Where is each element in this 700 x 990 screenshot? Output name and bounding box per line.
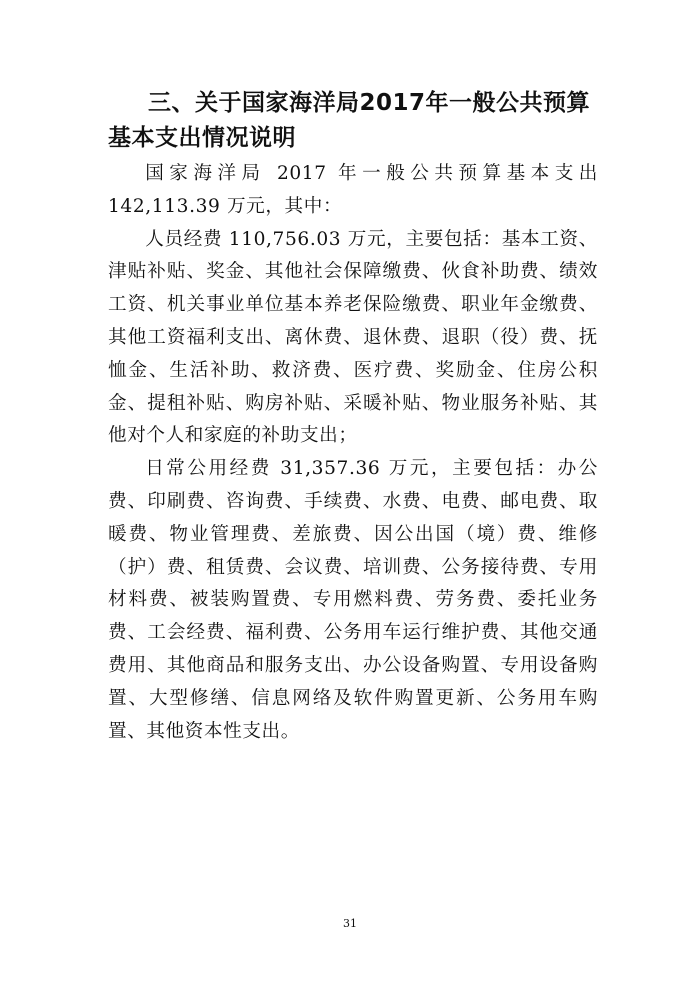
page-number: 31 [343,917,357,930]
paragraph-total: 国家海洋局 2017 年一般公共预算基本支出 142,113.39 万元，其中： [108,163,598,217]
paragraph-public-expenses: 日常公用经费 31,357.36 万元，主要包括：办公费、印刷费、咨询费、手续费、水费、电费、邮电费、取暖费、物业管理费、差旅费、因公出国（境）费、维修（护）费、租赁费、会议费、培训费、公务接待费、专用材料费、被装购置费、专用燃料费、劳务费、委托业务费、工会经费、福利费、公务用车运行维护费、其他交通费用、其他商品和服务支出、办公设备购置、专用设备购置、大型修缮、信息网络及软件购置更新、公务用车购置、其他资本性支出。 [108,458,598,742]
section-title: 三、关于国家海洋局2017年一般公共预算基本支出情况说明 [108,90,591,151]
paragraph-personnel-expenses: 人员经费 110,756.03 万元，主要包括：基本工资、津贴补贴、奖金、其他社会保障缴费、伙食补助费、绩效工资、机关事业单位基本养老保险缴费、职业年金缴费、其他工资福利支出、离休费、退休费、退职（役）费、抚恤金、生活补助、救济费、医疗费、奖励金、住房公积金、提租补贴、购房补贴、采暖补贴、物业服务补贴、其他对个人和家庭的补助支出； [108,228,598,447]
section-heading [108,86,608,156]
body-text [108,158,598,748]
